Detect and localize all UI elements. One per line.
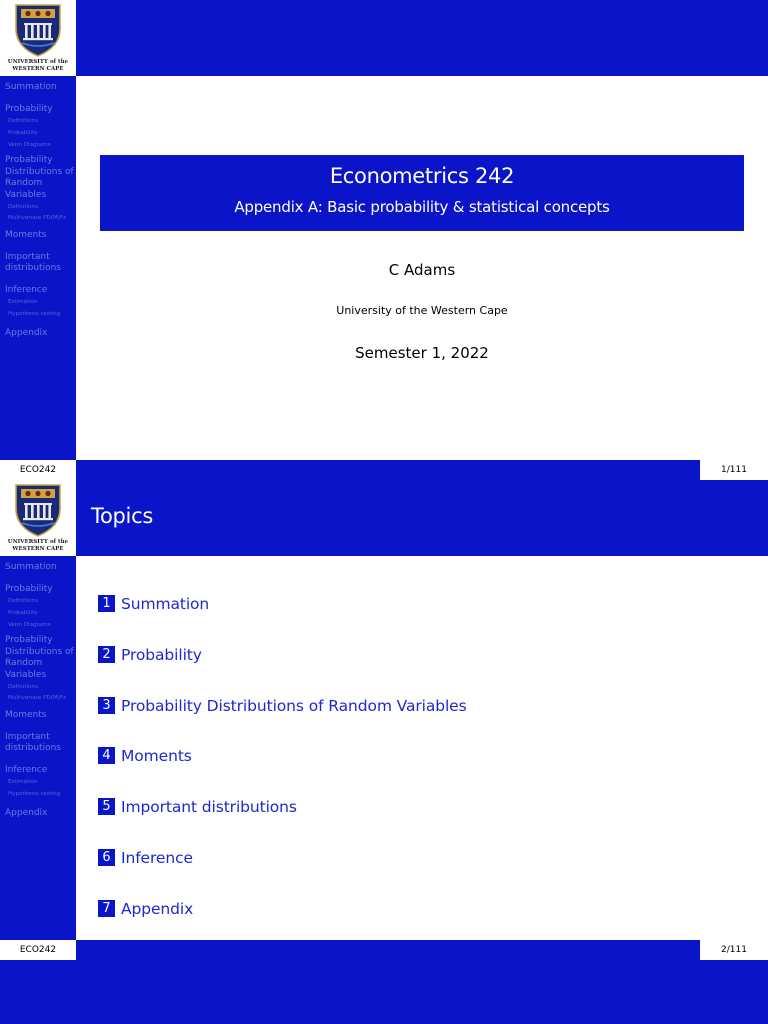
sidebar-sub-probability[interactable]: Probability	[8, 130, 38, 136]
toc-label: Moments	[121, 746, 192, 765]
sidebar	[0, 480, 76, 940]
toc-item-important-distributions[interactable]	[98, 796, 297, 816]
toc-label: Summation	[121, 594, 210, 613]
sidebar-item-inference[interactable]: Inference	[5, 764, 48, 775]
university-logo	[0, 480, 76, 556]
sidebar-nav	[5, 82, 75, 340]
toc-item-appendix[interactable]	[98, 898, 193, 918]
sidebar-item-prob-distributions[interactable]: Probability Distributions of Random Variables	[5, 635, 74, 680]
toc-label: Probability	[121, 645, 202, 664]
sidebar-item-moments[interactable]: Moments	[5, 710, 47, 720]
university-logo	[0, 0, 76, 76]
sidebar-item-probability[interactable]: Probability	[5, 583, 53, 594]
toc-item-prob-distributions[interactable]	[98, 695, 467, 715]
toc-label: Appendix	[121, 899, 194, 918]
header-bar	[76, 0, 768, 76]
author: C Adams	[388, 261, 456, 279]
sidebar-sub-multivariate[interactable]: Multivariate PD(M)Fs	[8, 695, 67, 701]
toc-number: 5	[98, 798, 115, 815]
sidebar-item-appendix[interactable]: Appendix	[5, 328, 48, 338]
footer-page-number: 1/111	[700, 460, 768, 480]
sidebar-sub-definitions-2[interactable]: Definitions	[8, 204, 39, 210]
toc-item-summation[interactable]	[98, 593, 209, 613]
header-bar	[76, 480, 768, 556]
sidebar-item-important-distributions[interactable]: Important distributions	[5, 731, 61, 753]
sidebar-item-appendix[interactable]: Appendix	[5, 808, 48, 818]
logo-text-line2: WESTERN CAPE	[12, 546, 64, 552]
logo-text-line2: WESTERN CAPE	[12, 66, 64, 72]
toc-item-moments[interactable]	[98, 745, 192, 765]
sidebar-sub-multivariate[interactable]: Multivariate PD(M)Fs	[8, 215, 67, 221]
footer	[0, 460, 768, 480]
frame-title: Topics	[91, 504, 153, 528]
toc-number: 7	[98, 900, 115, 917]
footer-page-number: 2/111	[700, 940, 768, 960]
toc-item-probability[interactable]	[98, 644, 202, 664]
sidebar-item-probability[interactable]: Probability	[5, 103, 53, 114]
sidebar-sub-estimation[interactable]: Estimation	[8, 779, 38, 785]
crest-icon	[12, 483, 64, 538]
toc-item-inference[interactable]	[98, 847, 193, 867]
footer	[0, 940, 768, 960]
sidebar-item-summation[interactable]: Summation	[5, 562, 57, 572]
presentation-subtitle: Appendix A: Basic probability & statistical concepts	[234, 198, 610, 216]
institute: University of the Western Cape	[336, 304, 508, 317]
footer-course-code: ECO242	[0, 460, 76, 480]
title-block	[100, 155, 744, 231]
presentation-title: Econometrics 242	[329, 164, 515, 188]
sidebar	[0, 0, 76, 460]
date: Semester 1, 2022	[355, 344, 489, 362]
sidebar-sub-probability[interactable]: Probability	[8, 610, 38, 616]
toc-number: 3	[98, 697, 115, 714]
toc-label: Probability Distributions of Random Variables	[121, 696, 467, 715]
logo-text-line1: UNIVERSITY of the	[7, 59, 69, 65]
toc-label: Inference	[121, 848, 193, 867]
sidebar-item-inference[interactable]: Inference	[5, 284, 48, 295]
toc-number: 2	[98, 646, 115, 663]
slide-title	[0, 0, 768, 480]
sidebar-sub-venn-diagrams[interactable]: Venn Diagrams	[8, 622, 51, 628]
sidebar-item-important-distributions[interactable]: Important distributions	[5, 251, 61, 273]
sidebar-sub-definitions[interactable]: Definitions	[8, 118, 39, 124]
toc-number: 4	[98, 747, 115, 764]
sidebar-sub-definitions-2[interactable]: Definitions	[8, 684, 39, 690]
toc-label: Important distributions	[121, 797, 297, 816]
sidebar-sub-hypothesis-testing[interactable]: Hypothesis testing	[8, 791, 61, 797]
toc-number: 6	[98, 849, 115, 866]
sidebar-item-summation[interactable]: Summation	[5, 82, 57, 92]
sidebar-nav	[5, 562, 75, 820]
logo-text-line1: UNIVERSITY of the	[7, 539, 69, 545]
slide-topics	[0, 480, 768, 960]
sidebar-sub-estimation[interactable]: Estimation	[8, 299, 38, 305]
sidebar-sub-venn-diagrams[interactable]: Venn Diagrams	[8, 142, 51, 148]
crest-icon	[12, 3, 64, 58]
sidebar-sub-hypothesis-testing[interactable]: Hypothesis testing	[8, 311, 61, 317]
toc-number: 1	[98, 595, 115, 612]
sidebar-item-moments[interactable]: Moments	[5, 230, 47, 240]
footer-course-code: ECO242	[0, 940, 76, 960]
sidebar-sub-definitions[interactable]: Definitions	[8, 598, 39, 604]
sidebar-item-prob-distributions[interactable]: Probability Distributions of Random Variables	[5, 155, 74, 200]
